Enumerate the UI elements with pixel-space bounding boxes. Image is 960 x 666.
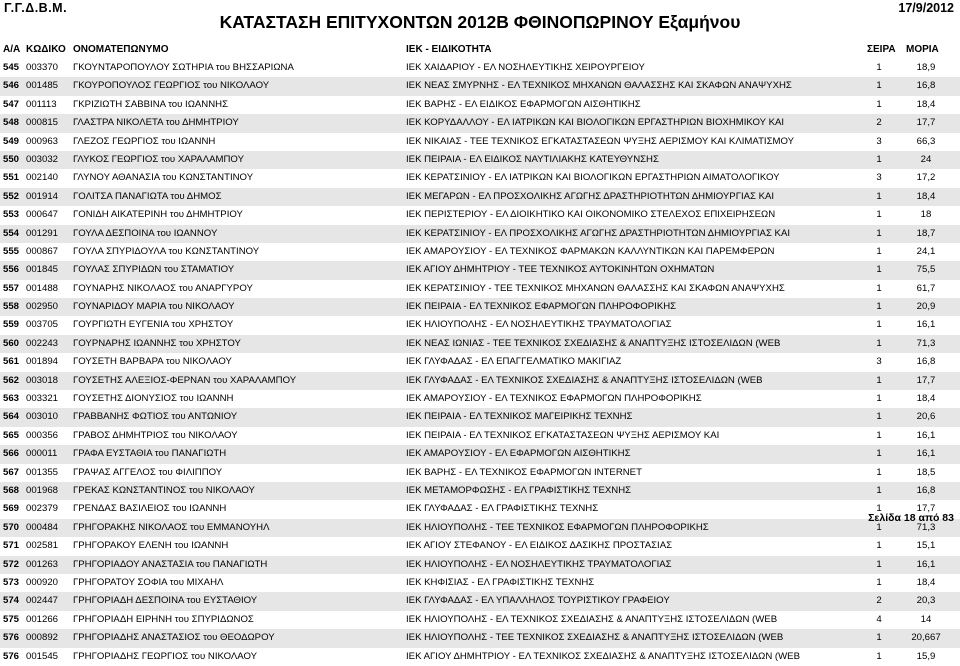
row-seira: 1 (876, 503, 882, 515)
row-iek: ΙΕΚ ΗΛΙΟΥΠΟΛΗΣ - ΕΛ ΤΕΧΝΙΚΟΣ ΣΧΕΔΙΑΣΗΣ & ΑΝΑΠΤΥΞΗΣ ΙΣΤΟΣΕΛΙΔΩΝ (WEB (406, 613, 778, 625)
row-code: 000963 (26, 135, 59, 147)
row-name: ΓΛΥΚΟΣ ΓΕΩΡΓΙΟΣ του ΧΑΡΑΛΑΜΠΟΥ (73, 153, 244, 165)
row-code: 001914 (26, 190, 59, 202)
table-row (0, 556, 960, 574)
row-moria: 16,1 (916, 558, 936, 570)
row-aa: 558 (3, 301, 20, 313)
table-row (0, 59, 960, 77)
row-aa: 565 (3, 429, 20, 441)
page-title: ΚΑΤΑΣΤΑΣΗ ΕΠΙΤΥΧΟΝΤΩΝ 2012Β ΦΘΙΝΟΠΩΡΙΝΟΥ Εξαμήνου (219, 12, 741, 32)
row-moria: 66,3 (916, 135, 936, 147)
row-code: 002950 (26, 301, 59, 313)
row-name: ΓΚΟΥΡΟΠΟΥΛΟΣ ΓΕΩΡΓΙΟΣ του ΝΙΚΟΛΑΟΥ (73, 80, 270, 92)
table-row (0, 188, 960, 206)
row-moria: 15,9 (916, 650, 936, 662)
row-moria: 14 (920, 613, 932, 625)
row-iek: ΙΕΚ ΠΕΙΡΑΙΑ - ΕΛ ΕΙΔΙΚΟΣ ΝΑΥΤΙΛΙΑΚΗΣ ΚΑΤΕΥΘΥΝΣΗΣ (406, 153, 659, 165)
row-code: 003705 (26, 319, 59, 331)
row-aa: 569 (3, 503, 20, 515)
table-row (0, 408, 960, 426)
row-moria: 15,1 (916, 540, 936, 552)
row-code: 002140 (26, 172, 59, 184)
row-seira: 1 (876, 484, 882, 496)
row-iek: ΙΕΚ ΠΕΙΡΑΙΑ - ΕΛ ΤΕΧΝΙΚΟΣ ΕΓΚΑΤΑΣΤΑΣΕΩΝ ΨΥΞΗΣ ΑΕΡΙΣΜΟΥ ΚΑΙ (406, 429, 720, 441)
row-iek: ΙΕΚ ΝΕΑΣ ΣΜΥΡΝΗΣ - ΕΛ ΤΕΧΝΙΚΟΣ ΜΗΧΑΝΩΝ ΘΑΛΑΣΣΗΣ ΚΑΙ ΣΚΑΦΩΝ ΑΝΑΨΥΧΗΣ (406, 80, 792, 92)
row-iek: ΙΕΚ ΧΑΙΔΑΡΙΟΥ - ΕΛ ΝΟΣΗΛΕΥΤΙΚΗΣ ΧΕΙΡΟΥΡΓΕΙΟΥ (406, 62, 645, 73)
table-row (0, 151, 960, 169)
row-seira: 2 (876, 595, 882, 607)
row-aa: 552 (3, 190, 20, 202)
row-iek: ΙΕΚ ΗΛΙΟΥΠΟΛΗΣ - ΤΕΕ ΤΕΧΝΙΚΟΣ ΕΦΑΡΜΟΓΩΝ ΠΛΗΡΟΦΟΡΙΚΗΣ (406, 521, 709, 533)
row-aa: 559 (3, 319, 20, 331)
row-name: ΓΡΕΚΑΣ ΚΩΝΣΤΑΝΤΙΝΟΣ του ΝΙΚΟΛΑΟΥ (73, 484, 255, 496)
table-row (0, 335, 960, 353)
row-code: 001266 (26, 613, 59, 625)
results-table (0, 59, 960, 666)
row-seira: 1 (876, 62, 882, 73)
row-seira: 1 (876, 558, 882, 570)
row-name: ΓΟΥΝΑΡΙΔΟΥ ΜΑΡΙΑ του ΝΙΚΟΛΑΟΥ (73, 301, 235, 313)
row-name: ΓΛΕΖΟΣ ΓΕΩΡΓΙΟΣ του ΙΩΑΝΝΗ (73, 135, 216, 147)
row-name: ΓΡΑΨΑΣ ΑΓΓΕΛΟΣ του ΦΙΛΙΠΠΟΥ (73, 466, 223, 478)
row-aa: 573 (3, 576, 20, 588)
row-iek: ΙΕΚ ΒΑΡΗΣ - ΕΛ ΤΕΧΝΙΚΟΣ ΕΦΑΡΜΟΓΩΝ INTERNET (406, 466, 642, 478)
table-row (0, 372, 960, 390)
row-iek: ΙΕΚ ΑΜΑΡΟΥΣΙΟΥ - ΕΛ ΤΕΧΝΙΚΟΣ ΕΦΑΡΜΟΓΩΝ ΠΛΗΡΟΦΟΡΙΚΗΣ (406, 393, 702, 405)
row-iek: ΙΕΚ ΓΛΥΦΑΔΑΣ - ΕΛ ΥΠΑΛΛΗΛΟΣ ΤΟΥΡΙΣΤΙΚΟΥ ΓΡΑΦΕΙΟΥ (406, 595, 670, 607)
row-seira: 1 (876, 98, 882, 110)
table-row (0, 114, 960, 132)
row-seira: 1 (876, 540, 882, 552)
row-code: 002581 (26, 540, 59, 552)
row-moria: 61,7 (916, 282, 936, 294)
row-aa: 560 (3, 337, 20, 349)
page-number: Σελίδα 18 από 83 (868, 512, 954, 524)
row-iek: ΙΕΚ ΚΕΡΑΤΣΙΝΙΟΥ - ΕΛ ΙΑΤΡΙΚΩΝ ΚΑΙ ΒΙΟΛΟΓΙΚΩΝ ΕΡΓΑΣΤΗΡΙΩΝ ΑΙΜΑΤΟΛΟΓΙΚΟΥ (406, 172, 780, 184)
row-name: ΓΟΥΣΕΤΗΣ ΑΛΕΞΙΟΣ-ΦΕΡΝΑΝ του ΧΑΡΑΛΑΜΠΟΥ (73, 374, 297, 386)
row-seira: 3 (876, 356, 882, 368)
row-moria: 18,7 (916, 227, 936, 239)
row-name: ΓΟΥΛΑ ΣΠΥΡΙΔΟΥΛΑ του ΚΩΝΣΤΑΝΤΙΝΟΥ (73, 245, 260, 257)
row-iek: ΙΕΚ ΚΕΡΑΤΣΙΝΙΟΥ - ΤΕΕ ΤΕΧΝΙΚΟΣ ΜΗΧΑΝΩΝ ΘΑΛΑΣΣΗΣ ΚΑΙ ΣΚΑΦΩΝ ΑΝΑΨΥΧΗΣ (406, 282, 785, 294)
row-seira: 3 (876, 172, 882, 184)
row-aa: 548 (3, 117, 20, 129)
table-row (0, 298, 960, 316)
row-code: 001894 (26, 356, 59, 368)
row-code: 002379 (26, 503, 59, 515)
row-name: ΓΡΗΓΟΡΑΚΗΣ ΝΙΚΟΛΑΟΣ του ΕΜΜΑΝΟΥΗΛ (73, 521, 270, 533)
table-row (0, 353, 960, 371)
row-seira: 1 (876, 319, 882, 331)
row-iek: ΙΕΚ ΚΕΡΑΤΣΙΝΙΟΥ - ΕΛ ΠΡΟΣΧΟΛΙΚΗΣ ΑΓΩΓΗΣ ΔΡΑΣΤΗΡΙΟΤΗΤΩΝ ΔΗΜΙΟΥΡΓΙΑΣ ΚΑΙ (406, 227, 791, 239)
row-iek: ΙΕΚ ΗΛΙΟΥΠΟΛΗΣ - ΤΕΕ ΤΕΧΝΙΚΟΣ ΣΧΕΔΙΑΣΗΣ & ΑΝΑΠΤΥΞΗΣ ΙΣΤΟΣΕΛΙΔΩΝ (WEB (406, 632, 784, 644)
row-iek: ΙΕΚ ΜΕΓΑΡΩΝ - ΕΛ ΠΡΟΣΧΟΛΙΚΗΣ ΑΓΩΓΗΣ ΔΡΑΣΤΗΡΙΟΤΗΤΩΝ ΔΗΜΙΟΥΡΓΙΑΣ ΚΑΙ (406, 190, 775, 202)
row-moria: 20,6 (916, 411, 936, 423)
row-aa: 571 (3, 540, 20, 552)
row-iek: ΙΕΚ ΗΛΙΟΥΠΟΛΗΣ - ΕΛ ΝΟΣΗΛΕΥΤΙΚΗΣ ΤΡΑΥΜΑΤΟΛΟΓΙΑΣ (406, 319, 672, 331)
header-name: ΟΝΟΜΑΤΕΠΩΝΥΜΟ (73, 44, 169, 55)
row-seira: 1 (876, 245, 882, 257)
row-iek: ΙΕΚ ΠΕΡΙΣΤΕΡΙΟΥ - ΕΛ ΔΙΟΙΚΗΤΙΚΟ ΚΑΙ ΟΙΚΟΝΟΜΙΚΟ ΣΤΕΛΕΧΟΣ ΕΠΙΧΕΙΡΗΣΕΩΝ (406, 209, 776, 221)
row-name: ΓΡΑΦΑ ΕΥΣΤΑΘΙΑ του ΠΑΝΑΓΙΩΤΗ (73, 448, 227, 460)
row-iek: ΙΕΚ ΝΙΚΑΙΑΣ - ΤΕΕ ΤΕΧΝΙΚΟΣ ΕΓΚΑΤΑΣΤΑΣΕΩΝ ΨΥΞΗΣ ΑΕΡΙΣΜΟΥ ΚΑΙ ΚΛΙΜΑΤΙΣΜΟΥ (406, 135, 795, 147)
table-row (0, 316, 960, 334)
row-name: ΓΚΟΥΝΤΑΡΟΠΟΥΛΟΥ ΣΩΤΗΡΙΑ του ΒΗΣΣΑΡΙΩΝΑ (73, 62, 294, 73)
row-moria: 16,1 (916, 319, 936, 331)
row-moria: 17,7 (916, 117, 936, 129)
header-seira: ΣΕΙΡΑ (867, 44, 896, 55)
row-moria: 16,1 (916, 448, 936, 460)
table-row (0, 574, 960, 592)
row-moria: 24 (920, 153, 932, 165)
row-code: 000892 (26, 632, 59, 644)
row-moria: 18 (920, 209, 932, 221)
table-row (0, 519, 960, 537)
row-name: ΓΟΥΣΕΤΗ ΒΑΡΒΑΡΑ του ΝΙΚΟΛΑΟΥ (73, 356, 232, 368)
row-code: 003018 (26, 374, 59, 386)
row-aa: 554 (3, 227, 20, 239)
row-moria: 16,1 (916, 429, 936, 441)
header-iek: ΙΕΚ - ΕΙΔΙΚΟΤΗΤΑ (406, 44, 492, 55)
row-code: 001291 (26, 227, 59, 239)
row-seira: 1 (876, 650, 882, 662)
row-aa: 567 (3, 466, 20, 478)
row-iek: ΙΕΚ ΓΛΥΦΑΔΑΣ - ΕΛ ΓΡΑΦΙΣΤΙΚΗΣ ΤΕΧΝΗΣ (406, 503, 599, 515)
table-row (0, 537, 960, 555)
row-moria: 71,3 (916, 521, 936, 533)
row-aa: 562 (3, 374, 20, 386)
row-moria: 17,2 (916, 172, 936, 184)
row-seira: 1 (876, 80, 882, 92)
row-iek: ΙΕΚ ΠΕΙΡΑΙΑ - ΕΛ ΤΕΧΝΙΚΟΣ ΕΦΑΡΜΟΓΩΝ ΠΛΗΡΟΦΟΡΙΚΗΣ (406, 301, 677, 313)
row-name: ΓΡΗΓΟΡΑΤΟΥ ΣΟΦΙΑ του ΜΙΧΑΗΛ (73, 576, 224, 588)
row-moria: 17,7 (916, 374, 936, 386)
table-row (0, 133, 960, 151)
row-name: ΓΟΛΙΤΣΑ ΠΑΝΑΓΙΩΤΑ του ΔΗΜΟΣ (73, 190, 222, 202)
table-row (0, 500, 960, 518)
row-iek: ΙΕΚ ΝΕΑΣ ΙΩΝΙΑΣ - ΤΕΕ ΤΕΧΝΙΚΟΣ ΣΧΕΔΙΑΣΗΣ & ΑΝΑΠΤΥΞΗΣ ΙΣΤΟΣΕΛΙΔΩΝ (WEB (406, 337, 781, 349)
row-name: ΓΛΑΣΤΡΑ ΝΙΚΟΛΕΤΑ του ΔΗΜΗΤΡΙΟΥ (73, 117, 239, 129)
row-aa: 563 (3, 393, 20, 405)
row-name: ΓΛΥΝΟΥ ΑΘΑΝΑΣΙΑ του ΚΩΝΣΤΑΝΤΙΝΟΥ (73, 172, 254, 184)
row-seira: 1 (876, 209, 882, 221)
row-seira: 1 (876, 632, 882, 644)
row-name: ΓΡΑΒΟΣ ΔΗΜΗΤΡΙΟΣ του ΝΙΚΟΛΑΟΥ (73, 429, 238, 441)
row-aa: 572 (3, 558, 20, 570)
row-iek: ΙΕΚ ΗΛΙΟΥΠΟΛΗΣ - ΕΛ ΝΟΣΗΛΕΥΤΙΚΗΣ ΤΡΑΥΜΑΤΟΛΟΓΙΑΣ (406, 558, 672, 570)
table-row (0, 280, 960, 298)
row-seira: 1 (876, 264, 882, 276)
row-seira: 1 (876, 374, 882, 386)
row-seira: 4 (876, 613, 882, 625)
row-name: ΓΟΥΛΑ ΔΕΣΠΟΙΝΑ του ΙΩΑΝΝΟΥ (73, 227, 218, 239)
row-code: 001845 (26, 264, 59, 276)
row-aa: 570 (3, 521, 20, 533)
table-row (0, 427, 960, 445)
row-iek: ΙΕΚ ΓΛΥΦΑΔΑΣ - ΕΛ ΕΠΑΓΓΕΛΜΑΤΙΚΟ ΜΑΚΙΓΙΑΖ (406, 356, 622, 368)
row-moria: 18,4 (916, 576, 936, 588)
row-iek: ΙΕΚ ΑΜΑΡΟΥΣΙΟΥ - ΕΛ ΤΕΧΝΙΚΟΣ ΦΑΡΜΑΚΩΝ ΚΑΛΛΥΝΤΙΚΩΝ ΚΑΙ ΠΑΡΕΜΦΕΡΩΝ (406, 245, 775, 257)
table-row (0, 77, 960, 95)
row-iek: ΙΕΚ ΑΓΙΟΥ ΣΤΕΦΑΝΟΥ - ΕΛ ΕΙΔΙΚΟΣ ΔΑΣΙΚΗΣ ΠΡΟΣΤΑΣΙΑΣ (406, 540, 673, 552)
table-row (0, 390, 960, 408)
header-aa: Α/Α (3, 44, 21, 55)
row-name: ΓΟΥΛΑΣ ΣΠΥΡΙΔΩΝ του ΣΤΑΜΑΤΙΟΥ (73, 264, 235, 276)
row-iek: ΙΕΚ ΒΑΡΗΣ - ΕΛ ΕΙΔΙΚΟΣ ΕΦΑΡΜΟΓΩΝ ΑΙΣΘΗΤΙΚΗΣ (406, 98, 641, 110)
row-moria: 20,667 (911, 632, 941, 644)
row-name: ΓΟΝΙΔΗ ΑΙΚΑΤΕΡΙΝΗ του ΔΗΜΗΤΡΙΟΥ (73, 209, 243, 221)
row-code: 000011 (26, 448, 58, 460)
row-seira: 1 (876, 153, 882, 165)
table-row (0, 482, 960, 500)
row-name: ΓΡΗΓΟΡΑΚΟΥ ΕΛΕΝΗ του ΙΩΑΝΝΗ (73, 540, 229, 552)
row-aa: 545 (3, 62, 20, 73)
row-seira: 1 (876, 301, 882, 313)
row-moria: 18,9 (916, 62, 936, 73)
row-code: 002447 (26, 595, 59, 607)
row-code: 001968 (26, 484, 59, 496)
table-header (0, 44, 960, 58)
row-code: 000815 (26, 117, 59, 129)
row-iek: ΙΕΚ ΜΕΤΑΜΟΡΦΩΣΗΣ - ΕΛ ΓΡΑΦΙΣΤΙΚΗΣ ΤΕΧΝΗΣ (406, 484, 632, 496)
table-row (0, 648, 960, 666)
row-iek: ΙΕΚ ΓΛΥΦΑΔΑΣ - ΕΛ ΤΕΧΝΙΚΟΣ ΣΧΕΔΙΑΣΗΣ & ΑΝΑΠΤΥΞΗΣ ΙΣΤΟΣΕΛΙΔΩΝ (WEB (406, 374, 763, 386)
row-code: 001488 (26, 282, 59, 294)
row-name: ΓΟΥΣΕΤΗΣ ΔΙΟΝΥΣΙΟΣ του ΙΩΑΝΝΗ (73, 393, 234, 405)
row-iek: ΙΕΚ ΑΓΙΟΥ ΔΗΜΗΤΡΙΟΥ - ΕΛ ΤΕΧΝΙΚΟΣ ΣΧΕΔΙΑΣΗΣ & ΑΝΑΠΤΥΞΗΣ ΙΣΤΟΣΕΛΙΔΩΝ (WEB (406, 650, 800, 662)
row-aa: 561 (3, 356, 20, 368)
row-seira: 3 (876, 135, 882, 147)
row-aa: 549 (3, 135, 20, 147)
row-moria: 20,9 (916, 301, 936, 313)
row-name: ΓΟΥΝΑΡΗΣ ΝΙΚΟΛΑΟΣ του ΑΝΑΡΓΥΡΟΥ (73, 282, 253, 294)
row-name: ΓΡΗΓΟΡΙΑΔΗ ΕΙΡΗΝΗ του ΣΠΥΡΙΔΩΝΟΣ (73, 613, 254, 625)
row-code: 000920 (26, 576, 59, 588)
table-row (0, 169, 960, 187)
row-code: 001113 (26, 98, 57, 110)
row-seira: 1 (876, 282, 882, 294)
row-iek: ΙΕΚ ΚΟΡΥΔΑΛΛΟΥ - ΕΛ ΙΑΤΡΙΚΩΝ ΚΑΙ ΒΙΟΛΟΓΙΚΩΝ ΕΡΓΑΣΤΗΡΙΩΝ ΒΙΟΧΗΜΙΚΟΥ ΚΑΙ (406, 117, 785, 129)
table-row (0, 261, 960, 279)
row-moria: 16,8 (916, 356, 936, 368)
table-row (0, 243, 960, 261)
row-moria: 18,4 (916, 190, 936, 202)
row-aa: 550 (3, 153, 20, 165)
row-name: ΓΡΑΒΒΑΝΗΣ ΦΩΤΙΟΣ του ΑΝΤΩΝΙΟΥ (73, 411, 238, 423)
row-seira: 1 (876, 190, 882, 202)
row-aa: 568 (3, 484, 20, 496)
org-heading: Γ.Γ.Δ.Β.Μ. (4, 1, 68, 15)
row-moria: 24,1 (916, 245, 936, 257)
row-moria: 18,4 (916, 393, 936, 405)
row-aa: 564 (3, 411, 20, 423)
row-aa: 553 (3, 209, 20, 221)
row-moria: 17,7 (916, 503, 936, 515)
row-aa: 566 (3, 448, 20, 460)
header-moria: ΜΟΡΙΑ (906, 44, 939, 55)
row-code: 000867 (26, 245, 59, 257)
table-row (0, 611, 960, 629)
row-name: ΓΟΥΡΝΑΡΗΣ ΙΩΑΝΝΗΣ του ΧΡΗΣΤΟΥ (73, 337, 241, 349)
report-date: 17/9/2012 (898, 1, 954, 15)
table-row (0, 464, 960, 482)
row-seira: 1 (876, 576, 882, 588)
row-code: 003032 (26, 153, 59, 165)
row-moria: 71,3 (916, 337, 936, 349)
row-code: 001355 (26, 466, 59, 478)
row-aa: 551 (3, 172, 20, 184)
row-name: ΓΡΗΓΟΡΙΑΔΗ ΔΕΣΠΟΙΝΑ του ΕΥΣΤΑΘΙΟΥ (73, 595, 258, 607)
row-moria: 16,8 (916, 484, 936, 496)
row-code: 003010 (26, 411, 59, 423)
row-seira: 2 (876, 117, 882, 129)
table-row (0, 206, 960, 224)
row-code: 001263 (26, 558, 59, 570)
row-moria: 16,8 (916, 80, 936, 92)
row-code: 000356 (26, 429, 59, 441)
row-moria: 20,3 (916, 595, 936, 607)
row-name: ΓΡΗΓΟΡΙΑΔΗΣ ΑΝΑΣΤΑΣΙΟΣ του ΘΕΟΔΩΡΟΥ (73, 632, 275, 644)
row-code: 000484 (26, 521, 59, 533)
row-aa: 555 (3, 245, 20, 257)
row-iek: ΙΕΚ ΠΕΙΡΑΙΑ - ΕΛ ΤΕΧΝΙΚΟΣ ΜΑΓΕΙΡΙΚΗΣ ΤΕΧΝΗΣ (406, 411, 633, 423)
row-code: 001485 (26, 80, 59, 92)
row-seira: 1 (876, 448, 882, 460)
row-code: 002243 (26, 337, 59, 349)
row-seira: 1 (876, 466, 882, 478)
row-name: ΓΡΗΓΟΡΙΑΔΟΥ ΑΝΑΣΤΑΣΙΑ του ΠΑΝΑΓΙΩΤΗ (73, 558, 268, 570)
table-row (0, 225, 960, 243)
table-row (0, 629, 960, 647)
row-aa: 576 (3, 632, 20, 644)
row-aa: 557 (3, 282, 20, 294)
row-name: ΓΡΕΝΔΑΣ ΒΑΣΙΛΕΙΟΣ του ΙΩΑΝΝΗ (73, 503, 227, 515)
row-name: ΓΚΡΙΖΙΩΤΗ ΣΑΒΒΙΝΑ του ΙΩΑΝΝΗΣ (73, 98, 229, 110)
row-iek: ΙΕΚ ΑΜΑΡΟΥΣΙΟΥ - ΕΛ ΕΦΑΡΜΟΓΩΝ ΑΙΣΘΗΤΙΚΗΣ (406, 448, 631, 460)
row-iek: ΙΕΚ ΚΗΦΙΣΙΑΣ - ΕΛ ΓΡΑΦΙΣΤΙΚΗΣ ΤΕΧΝΗΣ (406, 576, 595, 588)
table-row (0, 96, 960, 114)
row-seira: 1 (876, 393, 882, 405)
row-moria: 18,4 (916, 98, 936, 110)
row-name: ΓΡΗΓΟΡΙΑΔΗΣ ΓΕΩΡΓΙΟΣ του ΝΙΚΟΛΑΟΥ (73, 650, 258, 662)
row-moria: 18,5 (916, 466, 936, 478)
row-name: ΓΟΥΡΓΙΩΤΗ ΕΥΓΕΝΙΑ του ΧΡΗΣΤΟΥ (73, 319, 234, 331)
row-aa: 574 (3, 595, 20, 607)
row-aa: 546 (3, 80, 20, 92)
row-code: 000647 (26, 209, 59, 221)
row-aa: 556 (3, 264, 20, 276)
table-row (0, 445, 960, 463)
row-code: 003370 (26, 62, 59, 73)
row-seira: 1 (876, 337, 882, 349)
row-iek: ΙΕΚ ΑΓΙΟΥ ΔΗΜΗΤΡΙΟΥ - ΤΕΕ ΤΕΧΝΙΚΟΣ ΑΥΤΟΚΙΝΗΤΩΝ ΟΧΗΜΑΤΩΝ (406, 264, 715, 276)
row-seira: 1 (876, 521, 882, 533)
row-code: 003321 (26, 393, 59, 405)
row-seira: 1 (876, 429, 882, 441)
table-row (0, 592, 960, 610)
header-code: ΚΩΔΙΚΟ (26, 44, 66, 55)
row-seira: 1 (876, 227, 882, 239)
row-aa: 575 (3, 613, 20, 625)
row-seira: 1 (876, 411, 882, 423)
row-aa: 576 (3, 650, 20, 662)
row-code: 001545 (26, 650, 59, 662)
row-aa: 547 (3, 98, 20, 110)
row-moria: 75,5 (916, 264, 936, 276)
